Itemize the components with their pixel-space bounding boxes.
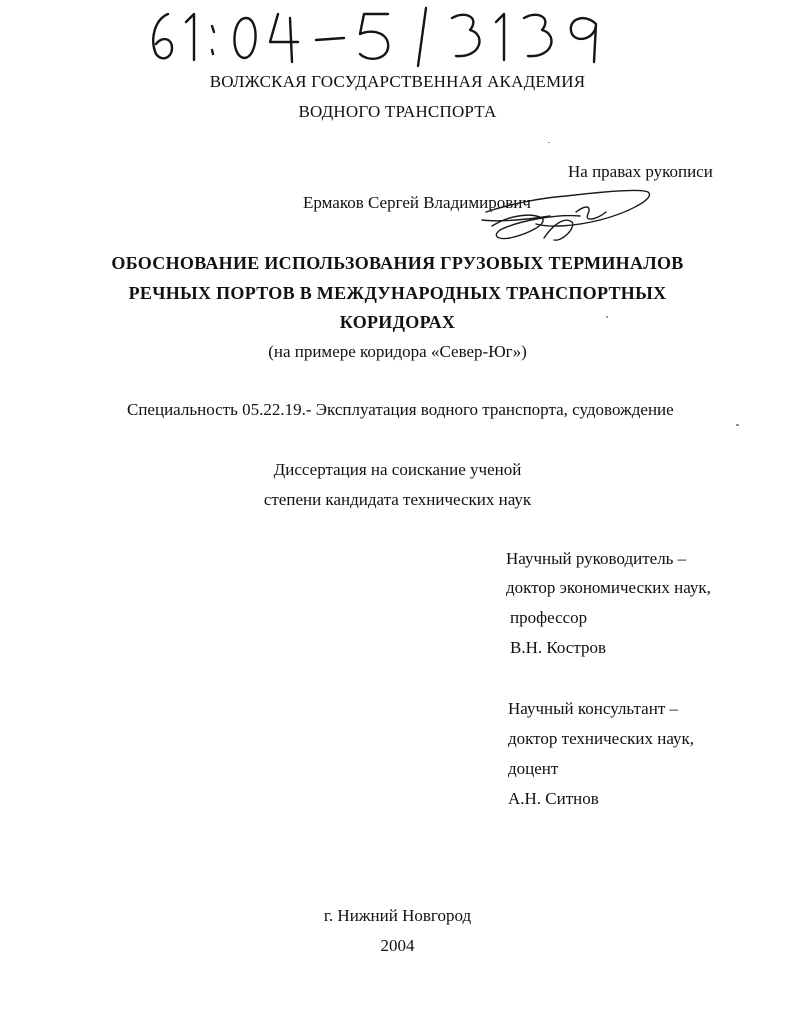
city: г. Нижний Новгород bbox=[323, 906, 472, 925]
title-subtitle: (на примере коридора «Север-Юг») bbox=[268, 342, 527, 361]
title-line-3: КОРИДОРАХ bbox=[339, 312, 456, 332]
title-line-1: ОБОСНОВАНИЕ ИСПОЛЬЗОВАНИЯ ГРУЗОВЫХ ТЕРМИНАЛОВ bbox=[111, 253, 684, 273]
dissertation-line-1: Диссертация на соискание ученой bbox=[273, 460, 522, 479]
scan-speck bbox=[548, 142, 550, 143]
consultant-rank: доцент bbox=[508, 759, 559, 778]
consultant-name: А.Н. Ситнов bbox=[508, 789, 599, 808]
supervisor-degree: доктор экономических наук, bbox=[506, 578, 711, 597]
author-name: Ермаков Сергей Владимирович bbox=[303, 193, 531, 212]
handwritten-archive-code bbox=[140, 4, 640, 68]
scan-speck bbox=[736, 424, 739, 426]
scan-speck bbox=[606, 316, 608, 318]
specialty: Специальность 05.22.19.- Эксплуатация водного транспорта, судовождение bbox=[127, 400, 674, 419]
supervisor-name: В.Н. Костров bbox=[510, 638, 606, 657]
institution-line-1: ВОЛЖСКАЯ ГОСУДАРСТВЕННАЯ АКАДЕМИЯ bbox=[209, 72, 586, 91]
year: 2004 bbox=[380, 936, 415, 955]
institution-line-2: ВОДНОГО ТРАНСПОРТА bbox=[298, 102, 497, 121]
consultant-degree: доктор технических наук, bbox=[508, 729, 695, 748]
title-line-2: РЕЧНЫХ ПОРТОВ В МЕЖДУНАРОДНЫХ ТРАНСПОРТНЫХ bbox=[128, 283, 667, 303]
dissertation-line-2: степени кандидата технических наук bbox=[263, 490, 532, 509]
supervisor-rank: профессор bbox=[510, 608, 588, 627]
manuscript-note: На правах рукописи bbox=[568, 162, 713, 181]
consultant-role: Научный консультант – bbox=[508, 699, 678, 718]
author-signature bbox=[480, 182, 655, 252]
supervisor-role: Научный руководитель – bbox=[506, 549, 687, 568]
